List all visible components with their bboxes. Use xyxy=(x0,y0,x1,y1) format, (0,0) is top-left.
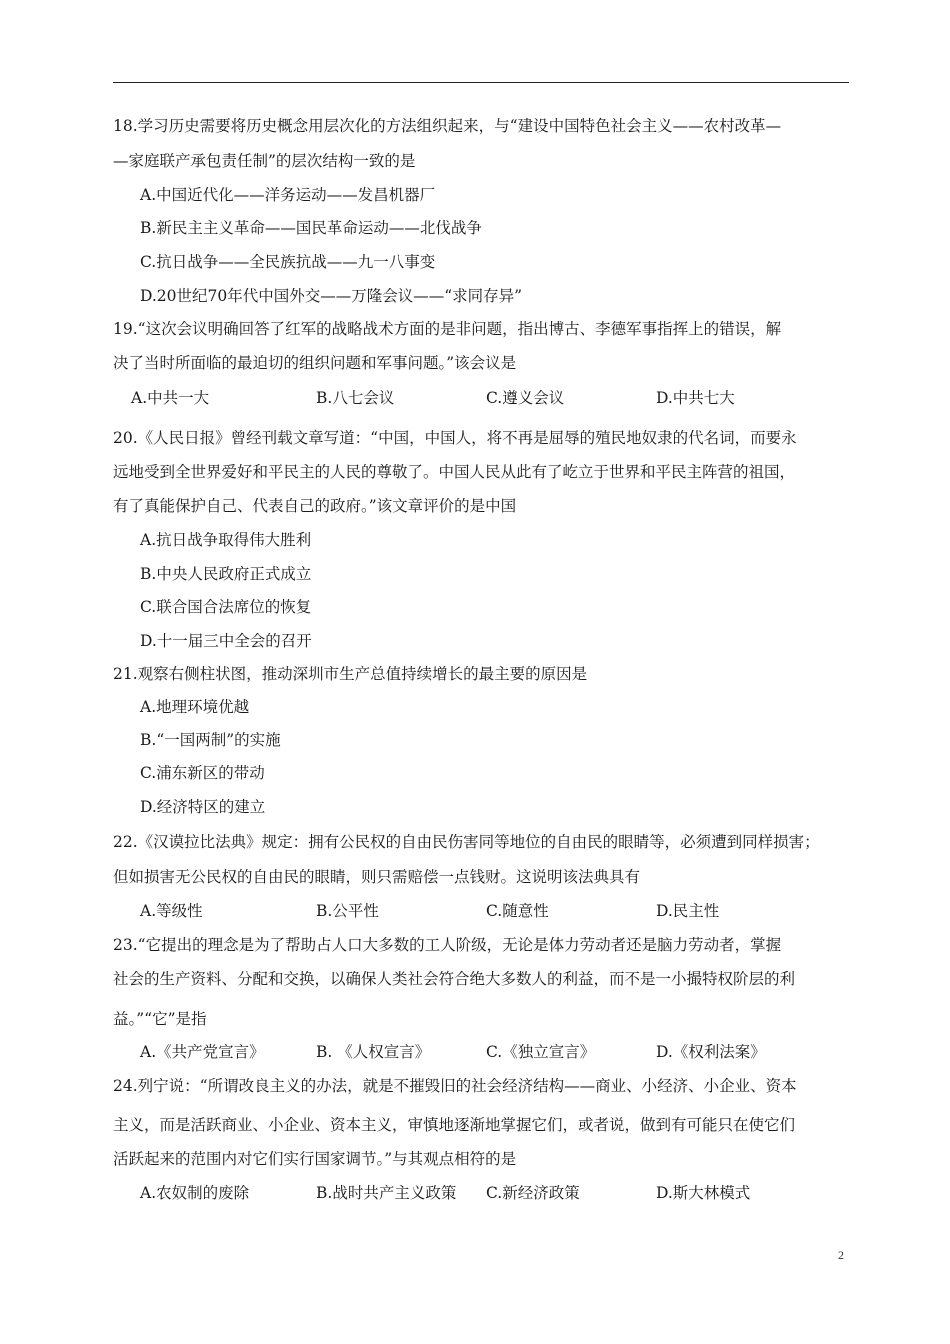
q23-stem-line2: 社会的生产资料、分配和交换，以确保人类社会符合绝大多数人的利益，而不是一小撮特权阶层的利 xyxy=(113,970,796,988)
q19-stem-line1: 19.“这次会议明确回答了红军的战略战术方面的是非问题，指出博古、李德军事指挥上的错误，解 xyxy=(113,320,782,338)
q22-stem-line2: 但如损害无公民权的自由民的眼睛，则只需赔偿一点钱财。这说明该法典具有 xyxy=(113,868,641,886)
q23-stem-line1: 23.“它提出的理念是为了帮助占人口大多数的工人阶级，无论是体力劳动者还是脑力劳动者，掌握 xyxy=(113,936,782,954)
q18-option-b: B.新民主主义革命——国民革命运动——北伐战争 xyxy=(140,219,482,237)
q24-stem-line3: 活跃起来的范围内对它们实行国家调节。”与其观点相符的是 xyxy=(113,1150,517,1168)
q22-option-d: D.民主性 xyxy=(656,902,720,920)
q20-stem-line2: 远地受到全世界爱好和平民主的人民的尊敬了。中国人民从此有了屹立于世界和平民主阵营的祖国， xyxy=(113,463,796,481)
q24-option-b: B.战时共产主义政策 xyxy=(316,1184,457,1202)
q23-option-b: B. 《人权宣言》 xyxy=(316,1043,431,1061)
q20-stem-line3: 有了真能保护自己、代表自己的政府。”该文章评价的是中国 xyxy=(113,497,517,515)
q18-option-d: D.20世纪70年代中国外交——万隆会议——“求同存异” xyxy=(140,287,523,305)
q18-option-a: A.中国近代化——洋务运动——发昌机器厂 xyxy=(140,186,436,204)
q22-stem-line1: 22.《汉谟拉比法典》规定：拥有公民权的自由民伤害同等地位的自由民的眼睛等，必须遭到同样损害； xyxy=(113,833,820,851)
q20-option-d: D.十一届三中全会的召开 xyxy=(140,632,312,650)
q23-option-c: C.《独立宣言》 xyxy=(486,1043,596,1061)
q20-option-c: C.联合国合法席位的恢复 xyxy=(140,598,312,616)
q18-option-c: C.抗日战争——全民族抗战——九一八事变 xyxy=(140,253,436,271)
q21-stem-line1: 21.观察右侧柱状图，推动深圳市生产总值持续增长的最主要的原因是 xyxy=(113,665,588,683)
q22-option-a: A.等级性 xyxy=(140,902,203,920)
q23-options-row xyxy=(0,1042,766,1062)
q22-options-row xyxy=(0,901,760,921)
page-number: 2 xyxy=(838,1248,844,1262)
q24-stem-line1: 24.列宁说：“所谓改良主义的办法，就是不摧毁旧的社会经济结构——商业、小经济、小企业、资本 xyxy=(113,1077,797,1095)
q23-stem-line3: 益。”“它”是指 xyxy=(113,1010,207,1028)
q20-option-a: A.抗日战争取得伟大胜利 xyxy=(140,531,312,549)
q21-option-a: A.地理环境优越 xyxy=(140,698,250,716)
q18-stem-line1: 18.学习历史需要将历史概念用层次化的方法组织起来，与“建设中国特色社会主义——农村改革— xyxy=(113,117,782,135)
q23-option-d: D.《权利法案》 xyxy=(656,1043,766,1061)
q19-options-row xyxy=(0,388,760,408)
q19-option-b: B.八七会议 xyxy=(316,389,395,407)
q22-option-b: B.公平性 xyxy=(316,902,379,920)
q21-option-d: D.经济特区的建立 xyxy=(140,798,266,816)
q24-stem-line2: 主义，而是活跃商业、小企业、资本主义，审慎地逐渐地掌握它们，或者说，做到有可能只在使它们 xyxy=(113,1116,796,1134)
q19-stem-line2: 决了当时所面临的最迫切的组织问题和军事问题。”该会议是 xyxy=(113,354,517,372)
q20-option-b: B.中央人民政府正式成立 xyxy=(140,565,312,583)
header-rule xyxy=(113,82,849,83)
q24-option-c: C.新经济政策 xyxy=(486,1184,580,1202)
q24-options-row xyxy=(0,1183,760,1203)
q19-option-c: C.遵义会议 xyxy=(486,389,565,407)
q23-option-a: A.《共产党宣言》 xyxy=(140,1043,265,1061)
q24-option-a: A.农奴制的废除 xyxy=(140,1184,250,1202)
q20-stem-line1: 20.《人民日报》曾经刊载文章写道：“中国，中国人，将不再是屈辱的殖民地奴隶的代名词，而要永 xyxy=(113,429,797,447)
q22-option-c: C.随意性 xyxy=(486,902,549,920)
q24-option-d: D.斯大林模式 xyxy=(656,1184,751,1202)
q19-option-d: D.中共七大 xyxy=(656,389,735,407)
q21-option-b: B.“一国两制”的实施 xyxy=(140,731,281,749)
q18-stem-line2: —家庭联产承包责任制”的层次结构一致的是 xyxy=(113,152,416,170)
q19-option-a: A.中共一大 xyxy=(131,389,210,407)
q21-option-c: C.浦东新区的带动 xyxy=(140,764,265,782)
